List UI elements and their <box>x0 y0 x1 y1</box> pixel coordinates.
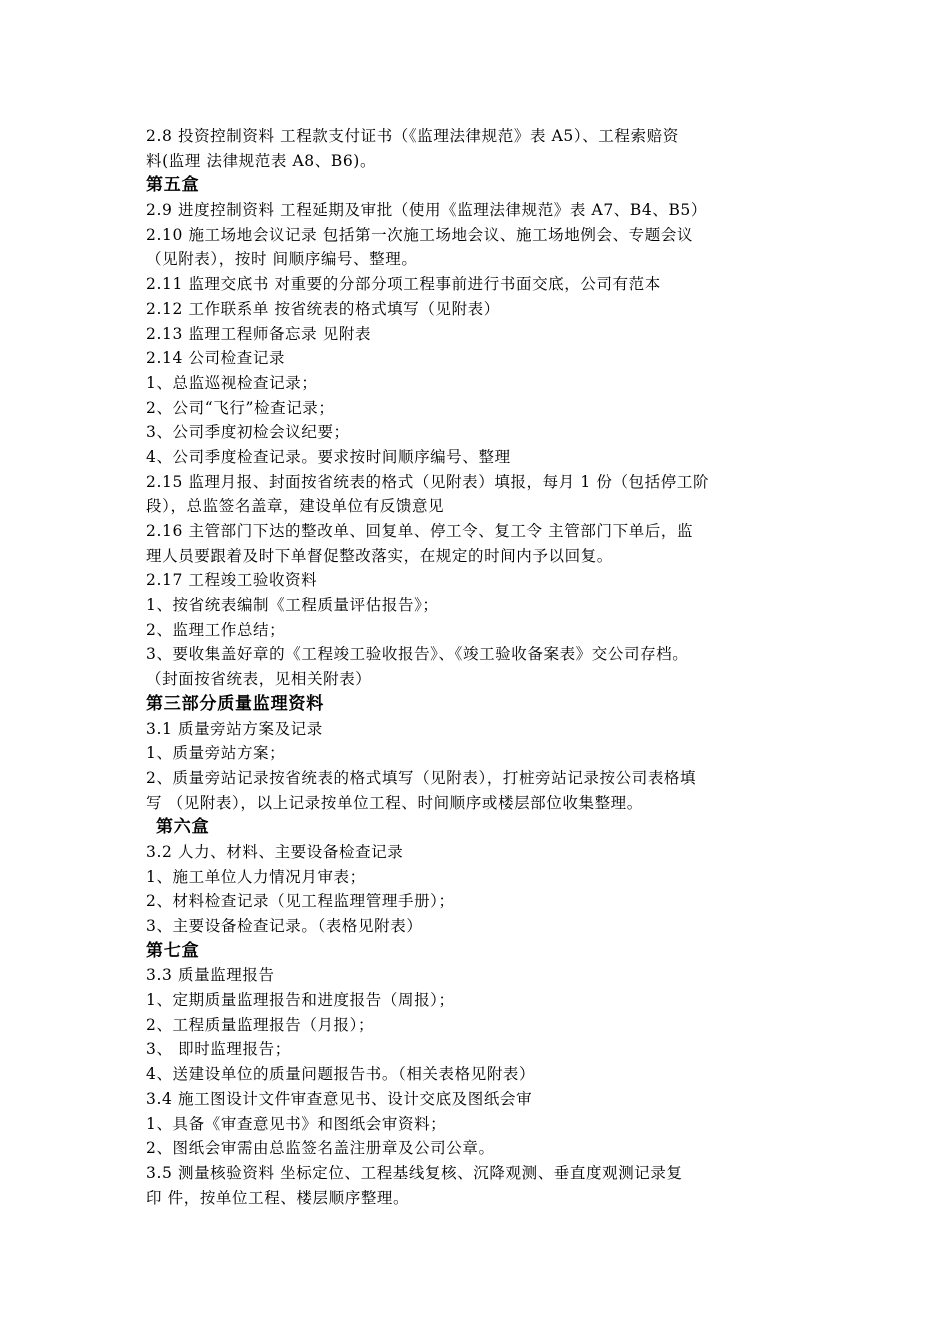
text-line: 2.8 投资控制资料 工程款支付证书（《监理法律规范》表 A5）、工程索赔资 <box>146 127 679 145</box>
text-line: 2、材料检查记录（见工程监理管理手册）； <box>146 892 455 911</box>
text-line: 2、公司“飞行”检查记录； <box>146 398 335 417</box>
text-line: 写 （见附表），以上记录按单位工程、时间顺序或楼层部位收集整理。 <box>146 793 643 812</box>
text-line: 2、监理工作总结； <box>146 620 286 639</box>
text-line: 3、公司季度初检会议纪要； <box>146 423 350 442</box>
text-line: 2、工程质量监理报告（月报）； <box>146 1015 375 1034</box>
text-line: 1、定期质量监理报告和进度报告（周报）； <box>146 991 455 1010</box>
text-line: 2.11 监理交底书 对重要的分部分项工程事前进行书面交底，公司有范本 <box>146 275 661 294</box>
text-line: 2.14 公司检查记录 <box>146 349 286 368</box>
text-line: 3、要收集盖好章的《工程竣工验收报告》、《竣工验收备案表》交公司存档。 <box>146 645 689 664</box>
text-line: 1、施工单位人力情况月审表； <box>146 867 366 886</box>
text-line: （封面按省统表，见相关附表） <box>146 670 372 689</box>
text-line: 2.16 主管部门下达的整改单、回复单、停工令、复工令 主管部门下单后，监 <box>146 522 694 540</box>
text-line: 3、主要设备检查记录。（表格见附表） <box>146 917 423 935</box>
text-line: 1、按省统表编制《工程质量评估报告》； <box>146 596 439 615</box>
text-line: 印 件，按单位工程、楼层顺序整理。 <box>146 1188 410 1207</box>
text-line: 2.10 施工场地会议记录 包括第一次施工场地会议、施工场地例会、专题会议 <box>146 225 694 244</box>
text-line: 3.2 人力、材料、主要设备检查记录 <box>146 842 404 861</box>
text-line: 3、 即时监理报告； <box>146 1040 291 1059</box>
section-heading: 第三部分质量监理资料 <box>146 693 324 714</box>
text-line: 2.15 监理月报、封面按省统表的格式（见附表）填报，每月 1 份（包括停工阶 <box>146 472 710 491</box>
text-line: 2.12 工作联系单 按省统表的格式填写（见附表） <box>146 299 500 318</box>
section-heading: 第五盒 <box>146 175 200 196</box>
text-line: 2.17 工程竣工验收资料 <box>146 571 318 590</box>
text-line: 2.13 监理工程师备忘录 见附表 <box>146 324 372 343</box>
text-line: 2、质量旁站记录按省统表的格式填写（见附表），打桩旁站记录按公司表格填 <box>146 768 697 787</box>
text-line: 1、总监巡视检查记录； <box>146 373 318 392</box>
text-line: 3.5 测量核验资料 坐标定位、工程基线复核、沉降观测、垂直度观测记录复 <box>146 1163 683 1182</box>
text-line: 1、质量旁站方案； <box>146 744 286 763</box>
text-line: 1、具备《审查意见书》和图纸会审资料； <box>146 1114 447 1133</box>
document-body <box>146 124 810 1210</box>
text-line: 2、图纸会审需由总监签名盖注册章及公司公章。 <box>146 1139 495 1158</box>
section-heading: 第七盒 <box>146 940 200 961</box>
section-heading: 第六盒 <box>156 817 210 838</box>
text-line: 段），总监签名盖章，建设单位有反馈意见 <box>146 497 445 516</box>
text-line: （见附表），按时 间顺序编号、整理。 <box>146 250 418 269</box>
text-line: 理人员要跟着及时下单督促整改落实，在规定的时间内予以回复。 <box>146 546 613 565</box>
text-line: 4、送建设单位的质量问题报告书。（相关表格见附表） <box>146 1065 536 1084</box>
text-line: 2.9 进度控制资料 工程延期及审批（使用《监理法律规范》表 A7、B4、B5） <box>146 201 707 220</box>
text-line: 料(监理 法律规范表 A8、B6)。 <box>146 151 377 170</box>
text-line: 3.3 质量监理报告 <box>146 966 275 985</box>
text-line: 3.4 施工图设计文件审查意见书、设计交底及图纸会审 <box>146 1089 533 1108</box>
text-line: 3.1 质量旁站方案及记录 <box>146 719 323 738</box>
text-line: 4、公司季度检查记录。要求按时间顺序编号、整理 <box>146 447 511 466</box>
